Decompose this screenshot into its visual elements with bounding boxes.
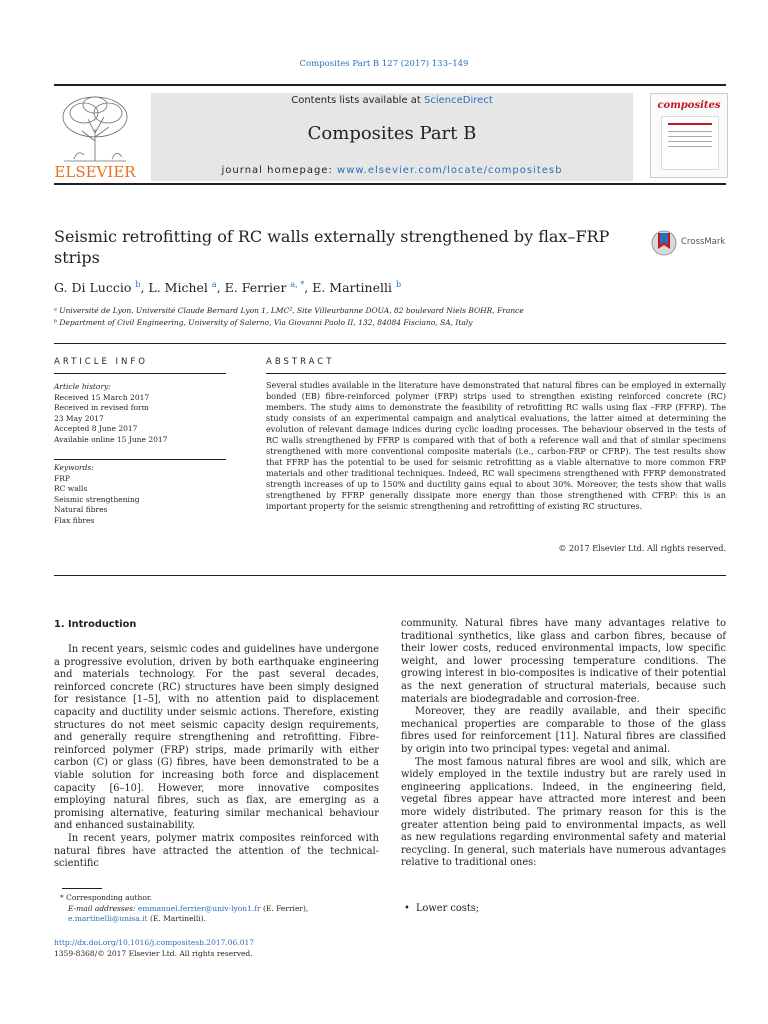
body-paragraph: In recent years, seismic codes and guidelines have undergone a progressive evolution, driven by both earthquake engineering and materials technology. For the past several decades, reinforced concrete (RC) structures have been simply designed for resistance [1–5], with no attention paid to displacement capacity and ductility under seismic actions. Therefore, existing structures do not meet seismic capacity design requirements, and generally require strengthening and retrofitting. Fibre-reinforced polymer (FRP) strips, made primarily with either carbon (C) or glass (G) fibres, have been demonstrated to be a viable solution for increasing both force and displacement capacity [6–10]. However, more innovative composites employing natural fibres, such as flax, are emerging as a promising alternative, featuring similar mechanical behaviour and enhanced sustainability.: [54, 644, 379, 832]
article-history: Article history: Received 15 March 2017 Received in revised form 23 May 2017 Accepted 8 June 2017 Available online 15 June 2017: [54, 382, 168, 444]
abstract-rule: [266, 373, 726, 374]
left-column: [54, 644, 379, 871]
author-affiliation-link[interactable]: a, *: [290, 280, 305, 289]
bullet-item: • Lower costs;: [404, 903, 480, 914]
journal-name: Composites Part B: [307, 123, 477, 144]
homepage-link[interactable]: www.elsevier.com/locate/compositesb: [337, 165, 563, 176]
sciencedirect-link[interactable]: ScienceDirect: [424, 95, 493, 106]
history-entry: Received in revised form: [54, 403, 149, 413]
section-heading: 1. Introduction: [54, 619, 137, 630]
keyword: FRP: [54, 473, 70, 483]
issn-line: 1359-8368/© 2017 Elsevier Ltd. All rights reserved.: [54, 948, 253, 958]
body-paragraph: The most famous natural fibres are wool and silk, which are widely employed in the textile industry but are rarely used in engineering applications. Indeed, in the engineering field, vegetal fibres appear have attracted more interest and been more widely distributed. The primary reason for this is the greater attention being paid to environmental impacts, as well as new regulations regarding environmental safety and material recycling. In general, such materials have numerous advantages relative to traditional ones:: [401, 756, 726, 869]
author-name: E. Ferrier: [224, 280, 287, 296]
crossmark-button[interactable]: [651, 229, 731, 259]
history-entry: Received 15 March 2017: [54, 392, 150, 402]
info-rule: [54, 373, 226, 374]
affiliation-b: ᵇ Department of Civil Engineering, University of Salerno, Via Giovanni Paolo II, 132, 84084 Fisciano, SA, Italy: [54, 318, 473, 327]
abstract-text: Several studies available in the literature have demonstrated that natural fibres can be employed in externally bonded (EB) fibre-reinforced polymer (FRP) strips used to strengthen existing reinforced concrete (RC) members. The study aims to demonstrate the feasibility of retrofitting RC walls using flax –FRP (FFRP). The study consists of an experimental campaign and analytical evaluations, the latter aimed at determining the evolution of relevant damage indices during cyclic loading processes. The behaviour observed in the tests of RC walls strengthened by FFRP is compared with that of both a reference wall and that of similar specimens strengthened with more conventional composite materials (i.e., carbon-FRP or CFRP). The test results show that FFRP has the potential to be used for seismic retrofitting as a viable alternative to more common FRP materials and other traditional techniques. Indeed, RC wall specimens strengthened with FFRP demonstrated strength increases of up to 150% and ductility gains equal to about 30%. Moreover, the tests show that walls strengthened by FFRP generally dissipate more energy than those strengthened with CFRP: this is an important property for the seismic strengthening and retrofitting of existing RC structures.: [266, 380, 726, 511]
article-title: Seismic retrofitting of RC walls externally strengthened by flax–FRP strips: [54, 227, 610, 267]
right-column: [401, 618, 726, 870]
email-link[interactable]: emmanuel.ferrier@univ-lyon1.fr: [137, 903, 261, 913]
author-list: G. Di Luccio $^b$, L. Michel $^a$, E. Ferrier $^{a, *}$, E. Martinelli $^b$: [54, 280, 402, 296]
history-entry: Available online 15 June 2017: [54, 434, 168, 444]
author-name: E. Martinelli: [312, 280, 392, 296]
crossmark-label: CrossMark: [681, 237, 726, 247]
keywords-rule: [54, 459, 226, 460]
body-paragraph: Moreover, they are readily available, and their specific mechanical properties are comparable to those of the glass fibres used for reinforcement [11]. Natural fibres are classified by origin into two principal types: vegetal and animal.: [401, 706, 726, 755]
elsevier-wordmark: ELSEVIER: [54, 163, 136, 181]
author-affiliation-link[interactable]: b: [135, 280, 141, 289]
history-entry: 23 May 2017: [54, 413, 104, 423]
footnotes: [54, 893, 380, 925]
journal-citation[interactable]: Composites Part B 127 (2017) 133–149: [299, 59, 469, 69]
abstract-bottom-rule: [54, 575, 726, 576]
affiliation-a: ᵃ Université de Lyon, Université Claude Bernard Lyon 1, LMC², Site Villeurbanne DOUA, 82 boulevard Niels BOHR, France: [54, 306, 524, 315]
footnote-rule: [62, 888, 102, 889]
abstract-heading: ABSTRACT: [266, 357, 335, 367]
keyword: Flax fibres: [54, 515, 95, 525]
email-link[interactable]: e.martinelli@unisa.it: [68, 914, 148, 923]
cover-image: [661, 116, 719, 170]
crossmark-icon: [651, 229, 677, 257]
keyword: RC walls: [54, 484, 88, 494]
author-affiliation-link[interactable]: a: [211, 280, 217, 289]
journal-banner: [151, 93, 633, 181]
email-note: E-mail addresses: emmanuel.ferrier@univ-lyon1.fr (E. Ferrier), e.martinelli@unisa.it (E. Martinelli).: [68, 903, 309, 923]
abstract-copyright: © 2017 Elsevier Ltd. All rights reserved.: [558, 543, 726, 553]
body-paragraph: In recent years, polymer matrix composites reinforced with natural fibres have attracted the attention of the technical-scientific: [54, 832, 379, 870]
keyword: Seismic strengthening: [54, 494, 140, 504]
author-name: G. Di Luccio: [54, 280, 132, 296]
keyword: Natural fibres: [54, 505, 108, 515]
keywords: Keywords: FRP RC walls Seismic strengthening Natural fibres Flax fibres: [54, 463, 140, 525]
bullet-icon: •: [404, 903, 410, 914]
article-info-heading: ARTICLE INFO: [54, 357, 148, 367]
journal-cover-thumbnail[interactable]: [650, 93, 728, 178]
author-name: L. Michel: [148, 280, 208, 296]
elsevier-tree-icon: [54, 93, 136, 163]
contents-line: Contents lists available at ScienceDirect: [291, 95, 493, 106]
info-top-rule: [54, 343, 726, 344]
elsevier-logo[interactable]: [54, 93, 136, 181]
article-identifiers: [54, 938, 254, 959]
history-entry: Accepted 8 June 2017: [54, 424, 138, 434]
author-affiliation-link[interactable]: b: [395, 280, 402, 289]
header-bottom-rule: [54, 183, 726, 185]
body-paragraph: community. Natural fibres have many advantages relative to traditional synthetics, like glass and carbon fibres, because of their lower costs, reduced environmental impacts, low specific weight, and lower processing temperature conditions. The growing interest in bio-composites is indicative of their potential as the next generation of structural materials, because such materials are biodegradable and corrosion-free.: [401, 618, 726, 705]
cover-title: composites: [657, 100, 721, 111]
header-top-rule: [54, 84, 726, 86]
corresponding-author-note: * Corresponding author.: [60, 893, 153, 902]
journal-homepage: journal homepage: www.elsevier.com/locate/compositesb: [221, 165, 563, 176]
doi-link[interactable]: http://dx.doi.org/10.1016/j.compositesb.2017.06.017: [54, 938, 255, 947]
